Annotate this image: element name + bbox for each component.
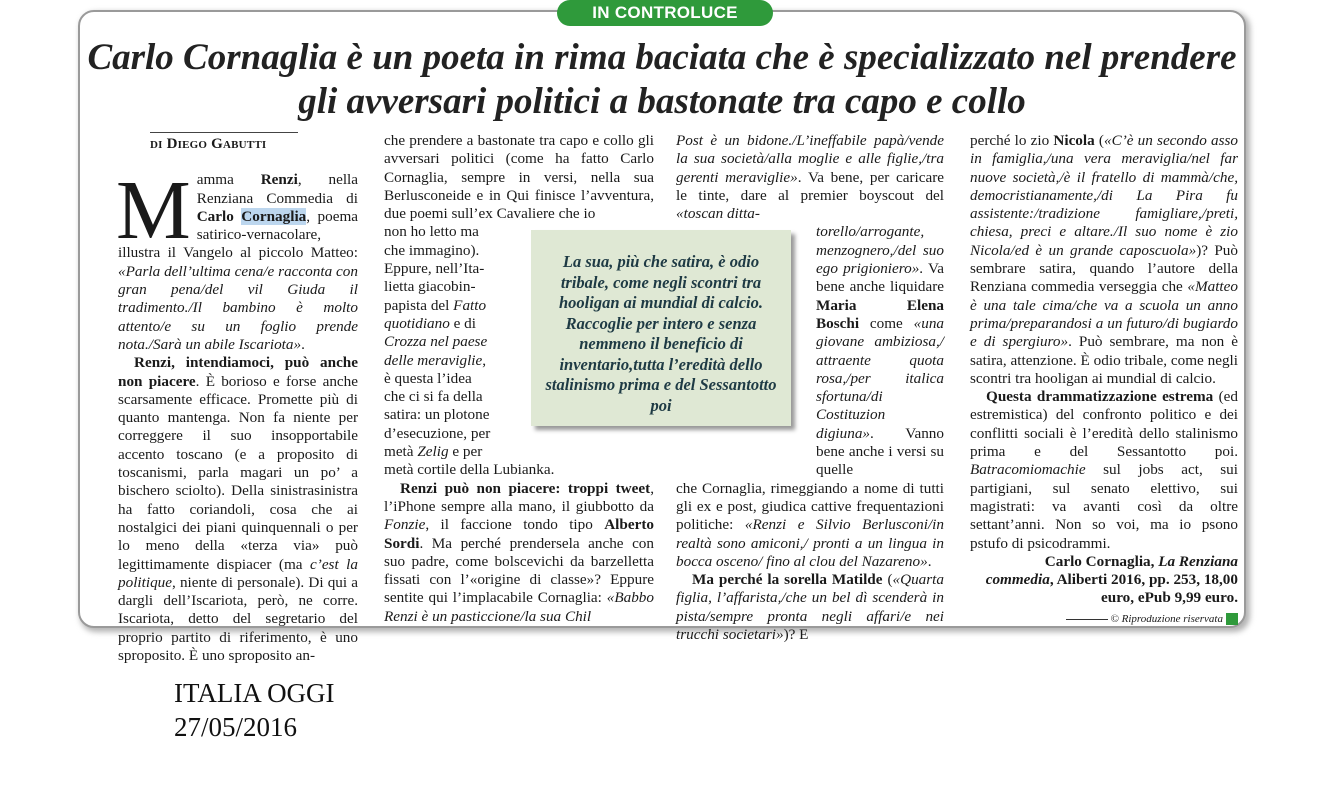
reproduction-text: © Riproduzione riservata bbox=[1110, 612, 1223, 625]
source-date: 27/05/2016 bbox=[174, 712, 298, 742]
rule-line bbox=[1066, 619, 1108, 620]
headline: Carlo Cornaglia è un poeta in rima baciata che è specializzato nel prendere gli avversari politici a bastonate tra capo e collo bbox=[87, 37, 1237, 122]
source-name: ITALIA OGGI bbox=[174, 678, 335, 708]
paragraph: che prendere a bastonate tra capo e collo gli avversari politici (come ha fatto Carlo Cornaglia, sempre in versi, nella sua Berlusconeide e in Qui finisce l’avventura, due poemi sull’ex Cavaliere che io non ho letto ma che immagino). Eppure, nell’Ita- lietta giacobin- papista del Fatto quotidiano e di Crozza nel paese delle meraviglie, è questa l’idea che ci si fa della satira: un plotone d’esecuzione, per metà Zelig e per metà cortile della Lubianka. bbox=[384, 132, 654, 479]
paragraph: Questa drammatizzazione estrema (ed estremistica) del confronto politico e dei conflitti sociali è l’eredità dello stalinismo prima e del Sessantotto poi. Batracomiomachie sul jobs act, sui partigiani, sul senato elettivo, sui magistrati: va avanti così da oltre settant’anni. Non so voi, ma io psono pstufo di psicodrammi. bbox=[970, 388, 1238, 552]
byline: di Diego Gabutti bbox=[150, 132, 298, 153]
paragraph: perché lo zio Nicola («C’è un secondo asso in famiglia,/una vera meraviglia/nel far nuove società,/è il fratello di mammà/che, democristianamente,/di La Pira fu assistente:/tradizione famigliare,/preti, chiesa, preci e altare./Il suo nome è zio Nicola/ed è un grande caposcuola»)? Può sembrare satira, quando l’autore della Renziana commedia verseggia che «Matteo è una tale cima/che va a scuola un anno prima/preparandosi a un futuro/di bugiardo e di spergiuro». Può sembrare, ma non è satira, attenzione. È odio tribale, come negli scontri tra hooligan ai mundial di calcio. bbox=[970, 132, 1238, 387]
paragraph: Ma perché la sorella Matilde («Quarta figlia, l’affarista,/che un bel dì scenderà in pista/sempre pronta negli affari/e nei trucchi societari»)? E bbox=[676, 571, 944, 644]
pull-quote: La sua, più che satira, è odio tribale, come negli scontri tra hooligan ai mundial di calcio. Raccoglie per intero e senza nemmeno il beneficio di inventario,tutta l’eredità dello stalinismo prima e del Sessantotto poi bbox=[531, 230, 791, 426]
dropcap: M bbox=[116, 164, 191, 258]
paragraph: torello/arrogante, menzognero,/del suo ego prigioniero». Va bene anche liquidare Maria Elena Boschi come «una giovane ambiziosa,/ attraente quota rosa,/per italica sfortuna/di Costituzion digiuna». Vanno bene anche i versi su quelle bbox=[816, 223, 944, 479]
end-square-icon bbox=[1226, 613, 1238, 625]
section-tab: IN CONTROLUCE bbox=[557, 0, 773, 26]
column-1 bbox=[118, 132, 358, 665]
book-reference: Carlo Cornaglia, La Renziana commedia, Aliberti 2016, pp. 253, 18,00 euro, ePub 9,99 euro. bbox=[985, 552, 1238, 607]
source-caption bbox=[174, 676, 335, 744]
paragraph: che Cornaglia, rimeggiando a nome di tutti gli ex e post, giudica cattive frequentazioni politiche: «Renzi e Silvio Berlusconi/in realtà sono amiconi,/ pronti a un lingua in bocca osceno/ fino al clou del Nazareno». bbox=[676, 479, 944, 570]
column-4 bbox=[970, 132, 1238, 628]
paragraph: Post è un bidone./L’ineffabile papà/vende la sua società/alla moglie e alle figlie,/tra gerenti meraviglie». Va bene, per caricare le tinte, dare al premier boyscout del «toscan ditta- bbox=[676, 132, 945, 223]
paragraph: Renzi può non piacere: troppi tweet, l’iPhone sempre alla mano, il giubbotto da Fonzie, il faccione tondo tipo Alberto Sordi. Ma perché prendersela anche con suo padre, come bolscevichi da barzelletta fissati con l’«origine di classe»? Eppure sentite qui l’implacabile Cornaglia: «Babbo Renzi è un pasticcione/la sua Chil bbox=[384, 479, 654, 625]
paragraph: Renzi, intendiamoci, può anche non piacere. È borioso e forse anche scarsamente efficace. Promette più di quanto mantenga. Non fa niente per correggere il suo insopportabile accento toscano (e a proposito di toscanismi, parla magari un po’ a bischero sciolto). Della sinistrasinistra ha fatto coriandoli, cosa che ai nostalgici dei piani quinquennali o per lo meno della «terza via» può legittimamente dispiacer (ma c’est la politique, niente di personale). Di qui a dargli dell’Iscariota, però, ne corre. Iscariota, detto del segretario del proprio partito di riferimento, è uno sproposito. È uno sproposito an- bbox=[118, 354, 358, 665]
reproduction-note bbox=[970, 610, 1238, 628]
paragraph: Mamma Renzi, nella Renziana Commedia di Carlo Cornaglia, poema satirico-vernacolare, illustra il Vangelo al piccolo Matteo: «Parla dell’ultima cena/e racconta con gran pena/del vil Giuda il tradimento./Il bambino è molto attento/e su un foglio prende nota./Sarà un abile Iscariota». bbox=[116, 164, 358, 353]
